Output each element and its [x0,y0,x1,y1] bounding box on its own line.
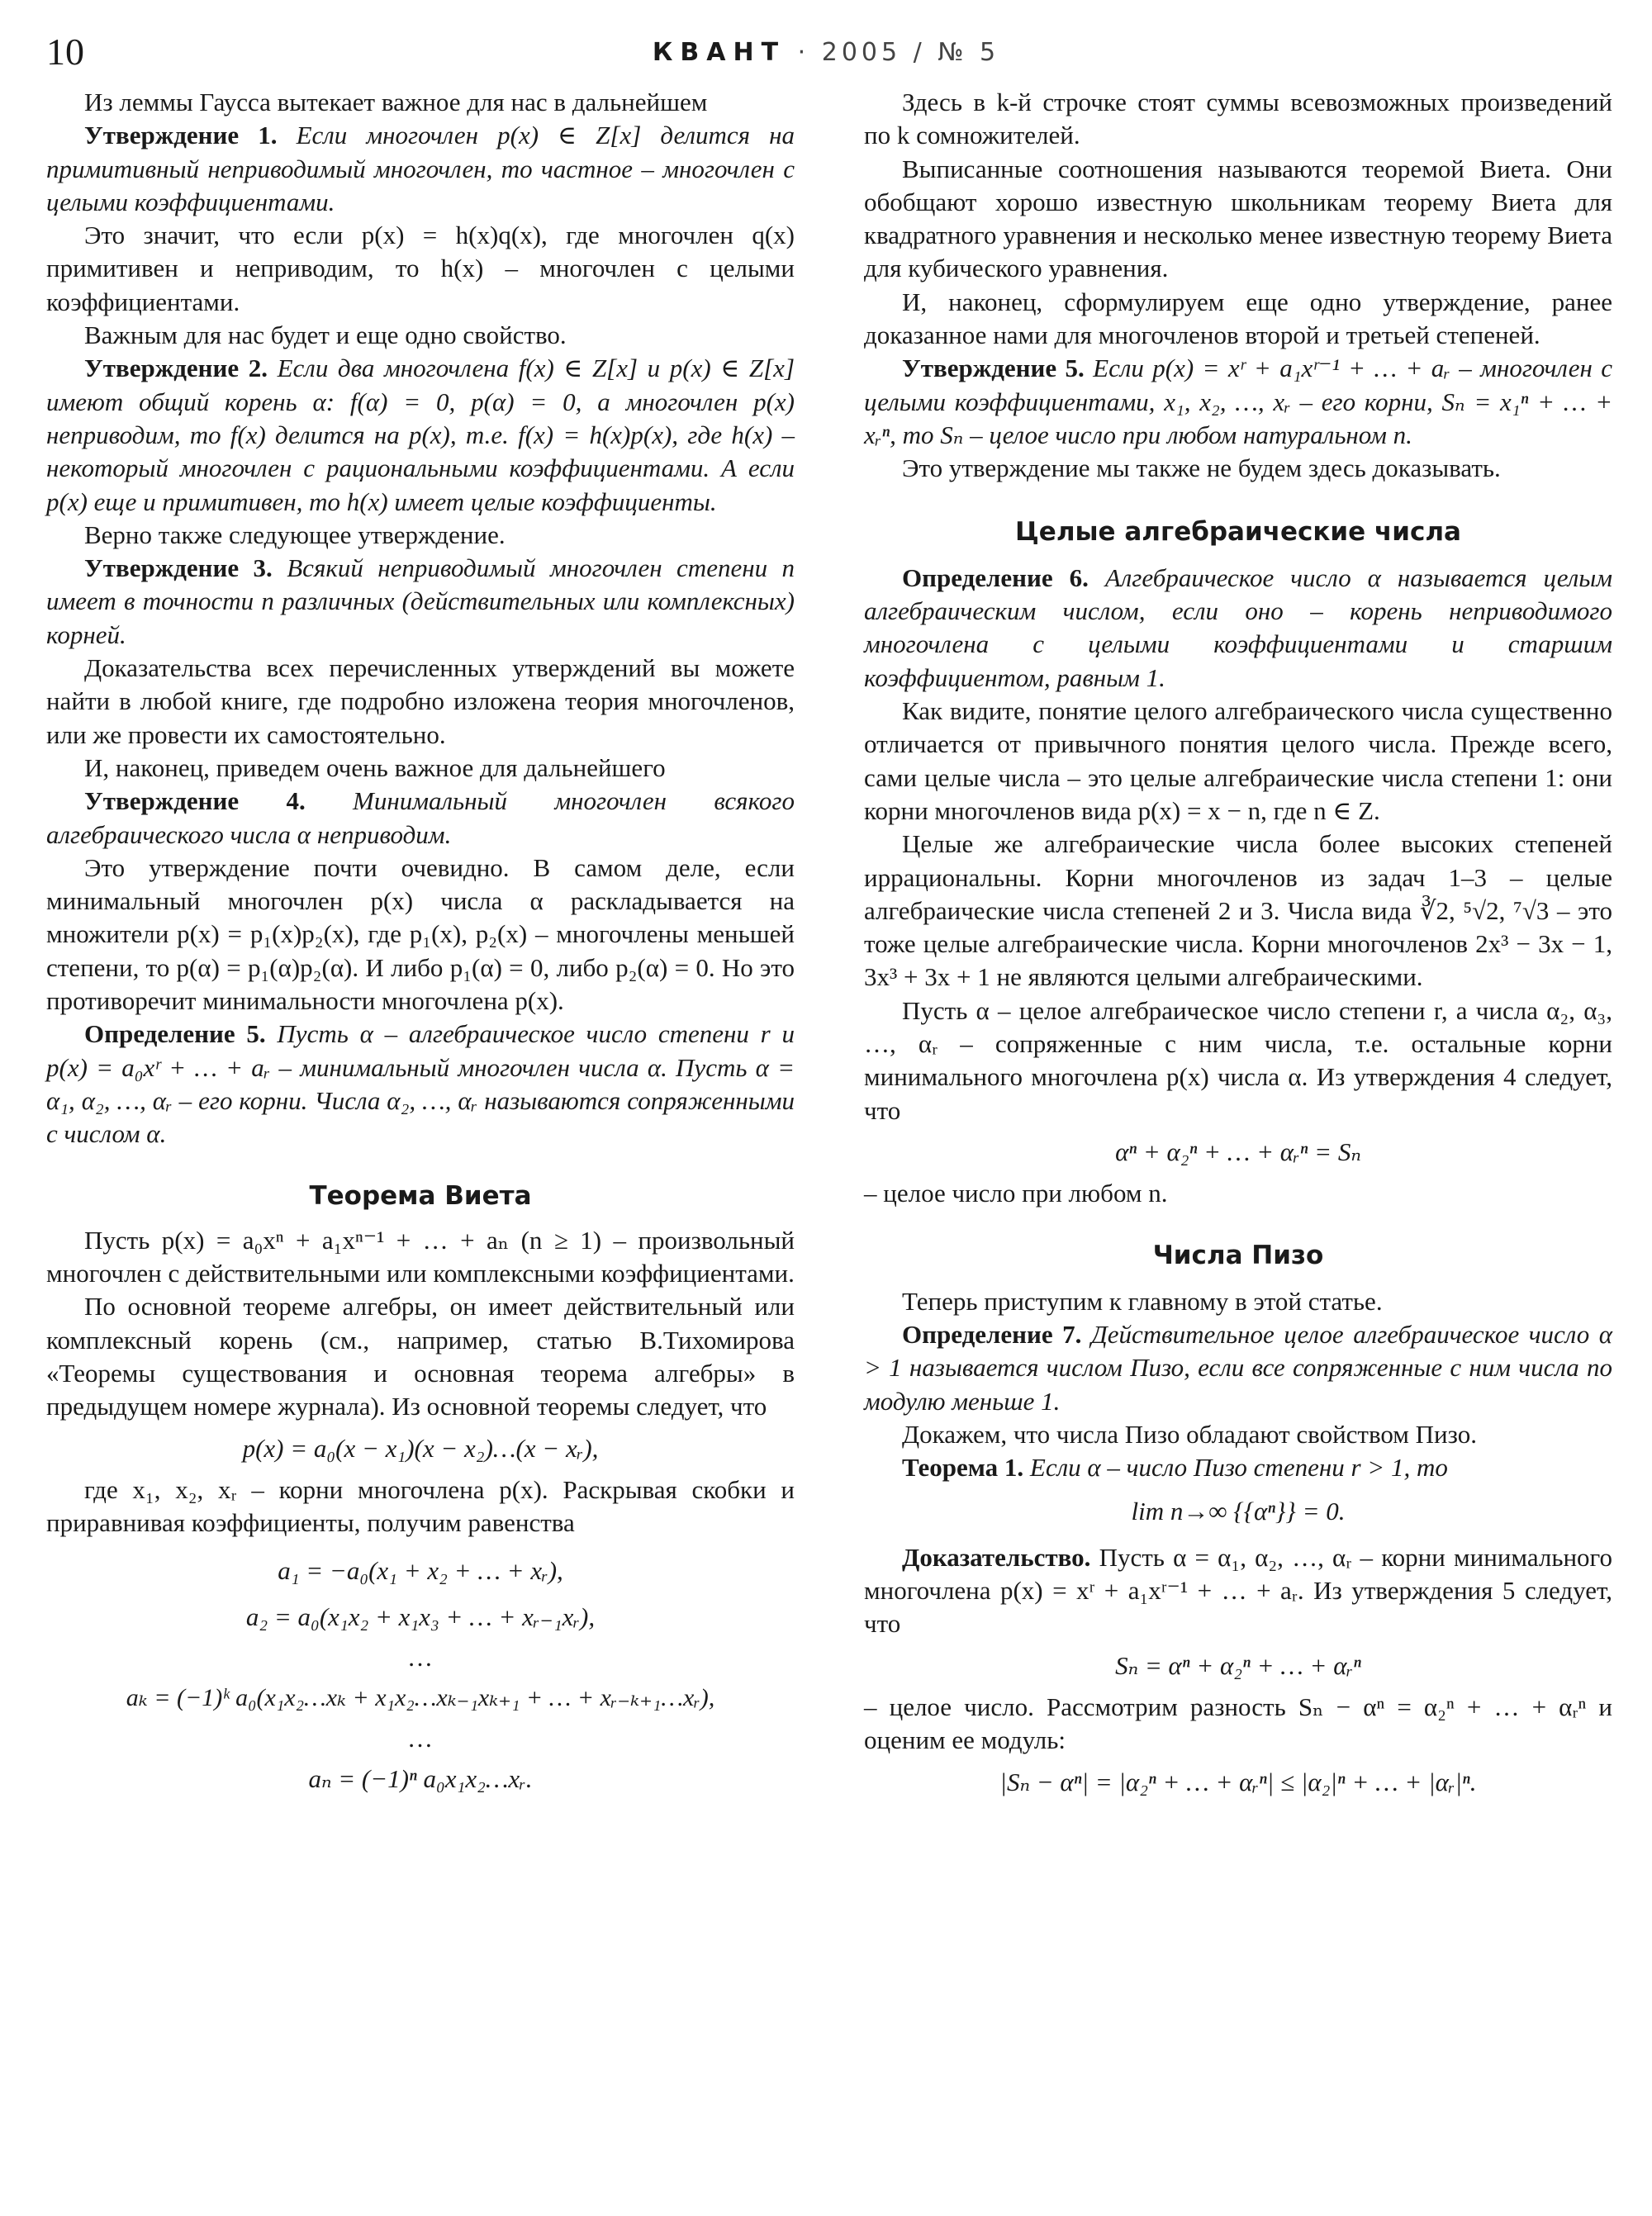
statement-4-text: Минимальный многочлен всякого алгебраического числа α неприводим. [46,786,795,849]
vieta-paragraph-3: где x₁, x₂, xᵣ – корни многочлена p(x). Раскрывая скобки и приравнивая коэффициенты, получим равенства [46,1474,795,1538]
journal-title: КВАНТ [652,38,786,67]
definition-7-label: Определение 7. [902,1320,1082,1350]
sn-formula: Sₙ = αⁿ + α₂ⁿ + … + αᵣⁿ [1115,1650,1361,1680]
statement-5-text: Если p(x) = xʳ + a₁xʳ⁻¹ + … + aᵣ – многочлен с целыми коэффициентами, x₁, x₂, …, xᵣ – его корни, Sₙ = x₁ⁿ + … + xᵣⁿ, то Sₙ – целое число при любом натуральном n. [864,354,1612,449]
property-intro: Важным для нас будет и еще одно свойство. [84,320,567,350]
definition-6 [864,562,1612,695]
statement-3-intro: Верно также следующее утверждение. [84,520,506,549]
definition-5-text: Пусть α – алгебраическое число степени r и p(x) = a₀xʳ + … + aᵣ – минимальный многочлен числа α. Пусть α = α₁, α₂, …, αᵣ – его корни. Числа α₂, …, αᵣ называются сопряженными с числом α. [46,1019,795,1149]
statement-1-explanation: Это значит, что если p(x) = h(x)q(x), где многочлен q(x) примитивен и неприводим, то h(x) – многочлен с целыми коэффициентами. [46,221,795,316]
limit-formula: lim n→∞ {{αⁿ}} = 0. [1131,1496,1346,1526]
statement-3-label: Утверждение 3. [84,553,273,583]
proof-text: Пусть α = α₁, α₂, …, αᵣ – корни минимального многочлена p(x) = xʳ + a₁xʳ⁻¹ + … + aᵣ. Из утверждения 5 следует, что [864,1542,1612,1639]
running-title [46,38,1606,67]
section-heading-vieta: Теорема Виета [309,1180,532,1211]
vieta-equation-a1: a₁ = −a₀(x₁ + x₂ + … + xᵣ), [278,1556,563,1586]
statement-5-label: Утверждение 5. [902,354,1085,383]
absolute-value-estimate: |Sₙ − αⁿ| = |α₂ⁿ + … + αᵣⁿ| ≤ |α₂|ⁿ + … + |αᵣ|ⁿ. [999,1767,1477,1796]
vieta-paragraph-4: Здесь в k-й строчке стоят суммы всевозможных произведений по k сомножителей. [864,88,1612,150]
vieta-equation-ellipsis: … [409,1643,432,1673]
definition-7 [864,1318,1612,1418]
theorem-1-text: Если α – число Пизо степени r > 1, то [1029,1453,1448,1483]
theorem-1 [864,1451,1612,1484]
theorem-1-label: Теорема 1. [902,1453,1024,1483]
statement-5-note: Это утверждение мы также не будем здесь доказывать. [902,453,1501,483]
pisot-paragraph-1: Теперь приступим к главному в этой статье. [902,1286,1383,1316]
definition-7-text: Действительное целое алгебраическое число α > 1 называется числом Пизо, если все сопряженные с ним числа по модулю меньше 1. [864,1320,1613,1416]
statement-4-label: Утверждение 4. [84,786,306,816]
statement-1-text: Если многочлен p(x) ∈ Z[x] делится на примитивный неприводимый многочлен, то частное – многочлен с целыми коэффициентами. [46,121,795,216]
intro-paragraph: Из леммы Гаусса вытекает важное для нас в дальнейшем [84,88,708,116]
vieta-factorization-formula: p(x) = a₀(x − x₁)(x − x₂)…(x − xᵣ), [242,1433,599,1463]
pisot-paragraph-2: Докажем, что числа Пизо обладают свойством Пизо. [902,1419,1477,1449]
integers-paragraph-1: Как видите, понятие целого алгебраического числа существенно отличается от привычного понятия целого числа. Прежде всего, сами целые числа – это целые алгебраические числа степени 1: они корни многочленов вида p(x) = x − n, где n ∈ Z. [864,696,1612,825]
definition-6-text: Алгебраическое число α называется целым алгебраическим числом, если оно – корень неприводимого многочлена с целыми коэффициентами и старшим коэффициентом, равным 1. [864,562,1613,692]
vieta-paragraph-2: По основной теореме алгебры, он имеет действительный или комплексный корень (см., например, статью В.Тихомирова «Теоремы существования и основная теорема алгебры» в предыдущем номере журнала). Из основной теоремы следует, что [46,1292,795,1421]
conjugates-sum-formula: αⁿ + α₂ⁿ + … + αᵣⁿ = Sₙ [1115,1136,1361,1166]
statement-4-proof: Это утверждение почти очевидно. В самом деле, если минимальный многочлен p(x) числа α раскладывается на множители p(x) = p₁(x)p₂(x), где p₁(x), p₂(x) – многочлены меньшей степени, то p(α) = p₁(α)p₂(α). И либо p₁(α) = 0, либо p₂(α) = 0. Но это противоречит минимальности многочлена p(x). [46,852,795,1016]
statement-5 [864,352,1612,452]
proof-label: Доказательство. [902,1542,1091,1572]
section-heading-pisot: Числа Пизо [1152,1240,1324,1270]
integers-paragraph-2: Целые же алгебраические числа более высоких степеней иррациональны. Корни многочленов из задач 1–3 – целые алгебраические числа степеней 2 и 3. Числа вида ∛2, ⁵√2, ⁷√3 – это тоже целые алгебраические числа. Корни многочленов 2x³ − 3x − 1, 3x³ + 3x + 1 не являются целыми алгебраическими. [864,829,1612,992]
statement-4 [46,785,795,852]
issue-number: 2005 / № 5 [821,38,1000,67]
vieta-paragraph-1: Пусть p(x) = a₀xⁿ + a₁xⁿ⁻¹ + … + aₙ (n ≥ 1) – произвольный многочлен с действительными или комплексными коэффициентами. [46,1225,795,1288]
statement-2-label: Утверждение 2. [84,354,268,383]
proof-continuation: – целое число. Рассмотрим разность Sₙ − αⁿ = α₂ⁿ + … + αᵣⁿ и оценим ее модуль: [864,1692,1612,1755]
integers-paragraph-4: – целое число при любом n. [864,1179,1168,1208]
vieta-equation-a2: a₂ = a₀(x₁x₂ + x₁x₃ + … + xᵣ₋₁xᵣ), [245,1602,596,1632]
proofs-note: Доказательства всех перечисленных утверждений вы можете найти в любой книге, где подробно изложена теория многочленов, или же провести их самостоятельно. [46,653,795,749]
statement-5-intro: И, наконец, сформулируем еще одно утверждение, ранее доказанное нами для многочленов второй и третьей степеней. [864,287,1612,350]
vieta-equation-ellipsis: … [409,1724,432,1753]
page-header [46,26,1606,84]
vieta-paragraph-5: Выписанные соотношения называются теоремой Виета. Они обобщают хорошо известную школьникам теорему Виета для квадратного уравнения и несколько менее известную теорему Виета для кубического уравнения. [864,154,1612,283]
statement-2-text: Если два многочлена f(x) ∈ Z[x] и p(x) ∈ Z[x] имеют общий корень α: f(α) = 0, p(α) = 0, а многочлен p(x) неприводим, то f(x) делится на p(x), т.е. f(x) = h(x)p(x), где h(x) – некоторый многочлен с рациональными коэффициентами. А если p(x) еще и примитивен, то h(x) имеет целые коэффициенты. [46,354,795,516]
left-column [46,86,795,1802]
page-number: 10 [46,31,84,73]
definition-5-label: Определение 5. [84,1019,266,1049]
right-column [864,86,1612,1799]
statement-1-label: Утверждение 1. [84,121,278,150]
vieta-equation-an: aₙ = (−1)ⁿ a₀x₁x₂…xᵣ. [308,1764,533,1794]
statement-1 [46,119,795,219]
section-heading-algebraic-integers: Целые алгебраические числа [1015,516,1461,547]
title-separator: · [797,38,810,67]
statement-3-text: Всякий неприводимый многочлен степени n имеет в точности n различных (действительных или комплексных) корней. [46,553,795,649]
vieta-equation-ak: aₖ = (−1)ᵏ a₀(x₁x₂…xₖ + x₁x₂…xₖ₋₁xₖ₊₁ + … + xᵣ₋ₖ₊₁…xᵣ), [126,1684,715,1712]
integers-paragraph-3: Пусть α – целое алгебраическое число степени r, а числа α₂, α₃, …, αᵣ – сопряженные с ним числа, т.е. остальные корни минимального многочлена p(x) числа α. Из утверждения 4 следует, что [864,995,1612,1125]
definition-6-label: Определение 6. [902,562,1089,592]
statement-4-intro: И, наконец, приведем очень важное для дальнейшего [84,752,666,782]
statement-3 [46,552,795,652]
definition-5 [46,1018,795,1151]
proof [864,1541,1612,1641]
statement-2 [46,352,795,518]
